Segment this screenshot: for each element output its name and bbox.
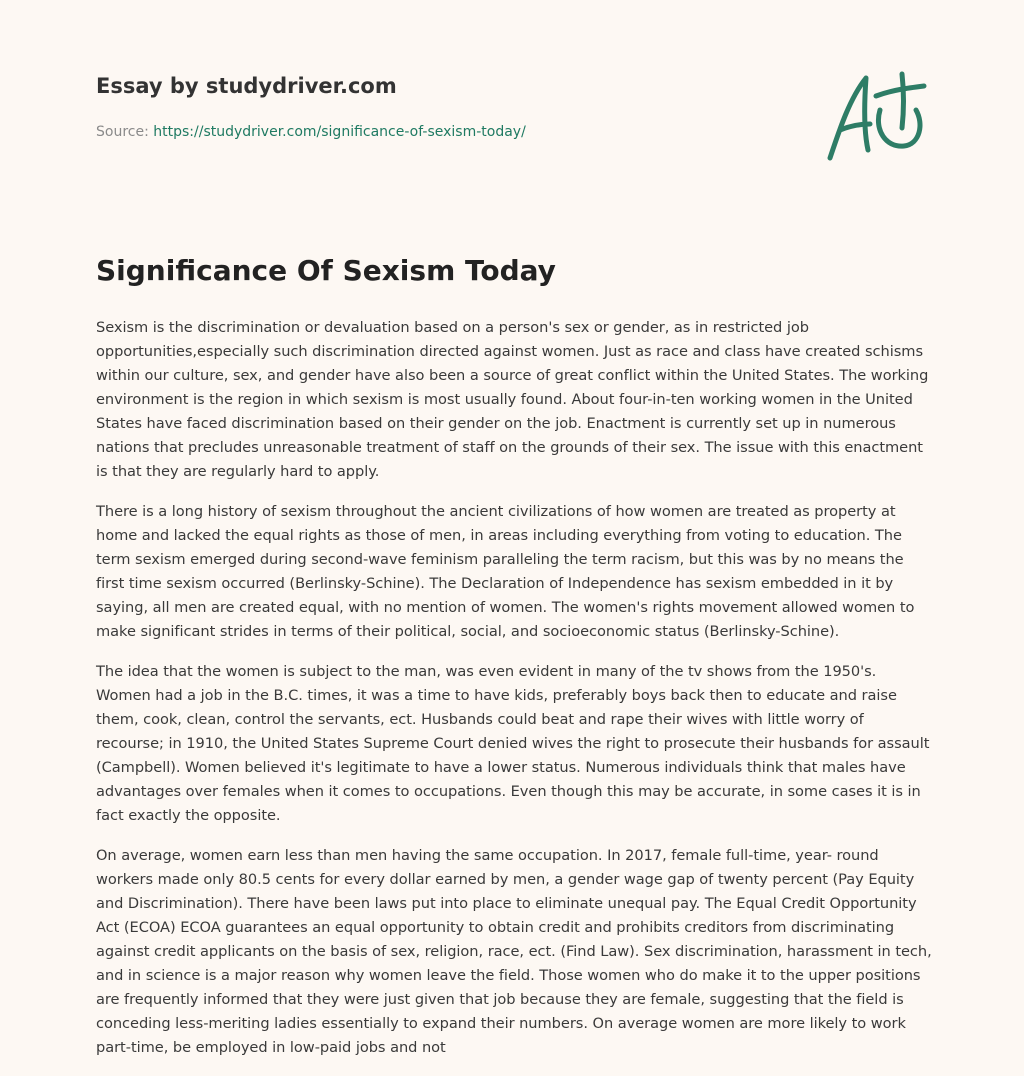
source-label: Source: bbox=[96, 124, 154, 140]
essay-paragraph: On average, women earn less than men having the same occupation. In 2017, female full-time, year- round workers made only 80.5 cents for every dollar earned by men, a gender wage gap of twenty percent (Pay Equity and Discrimination). There have been laws put into place to eliminate unequal pay. The Equal Credit Opportunity Act (ECOA) ECOA guarantees an equal opportunity to obtain credit and prohibits creditors from discriminating against credit applicants on the basis of sex, religion, race, ect. (Find Law). Sex discrimination, harassment in tech, and in science is a major reason why women leave the field. Those women who do make it to the upper positions are frequently informed that they were just given that job because they are female, suggesting that the field is conceding less-meriting ladies essentially to expand their numbers. On average women are more likely to work part-time, be employed in low-paid jobs and not bbox=[96, 847, 932, 1056]
essay-paragraph: Sexism is the discrimination or devaluation based on a person's sex or gender, as in restricted job opportunities,especially such discrimination directed against women. Just as race and class have created schisms within our culture, sex, and gender have also been a source of great conflict within the United States. The working environment is the region in which sexism is most usually found. About four-in-ten working women in the United States have faced discrimination based on their gender on the job. Enactment is currently set up in numerous nations that precludes unreasonable treatment of staff on the grounds of their sex. The issue with this enactment is that they are regularly hard to apply. bbox=[96, 319, 929, 480]
source-line bbox=[96, 124, 526, 140]
essay-paragraph: The idea that the women is subject to the man, was even evident in many of the tv shows from the 1950's. Women had a job in the B.C. times, it was a time to have kids, preferably boys back then to educate and raise them, cook, clean, control the servants, ect. Husbands could beat and rape their wives with little worry of recourse; in 1910, the United States Supreme Court denied wives the right to prosecute their husbands for assault (Campbell). Women believed it's legitimate to have a lower status. Numerous individuals think that males have advantages over females when it comes to occupations. Even though this may be accurate, in some cases it is in fact exactly the opposite. bbox=[96, 663, 930, 824]
source-link[interactable]: https://studydriver.com/significance-of-sexism-today/ bbox=[153, 124, 526, 140]
site-title: Essay by studydriver.com bbox=[96, 74, 397, 98]
essay-body bbox=[96, 316, 932, 1076]
essay-title: Significance Of Sexism Today bbox=[96, 254, 556, 287]
a-plus-logo-icon bbox=[820, 66, 930, 166]
essay-paragraph: There is a long history of sexism throughout the ancient civilizations of how women are treated as property at home and lacked the equal rights as those of men, in areas including everything from voting to education. The term sexism emerged during second-wave feminism paralleling the term racism, but this was by no means the first time sexism occurred (Berlinsky-Schine). The Declaration of Independence has sexism embedded in it by saying, all men are created equal, with no mention of women. The women's rights movement allowed women to make significant strides in terms of their political, social, and socioeconomic status (Berlinsky-Schine). bbox=[96, 503, 915, 640]
